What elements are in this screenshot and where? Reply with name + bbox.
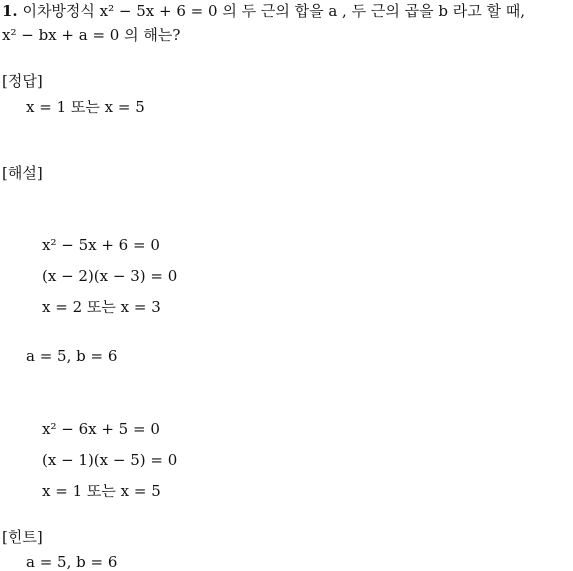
problem-number: 1. <box>2 2 18 20</box>
problem-line-1 <box>2 2 525 20</box>
answer-header: [정답] <box>2 72 43 90</box>
problem-statement-line2: x² − bx + a = 0 의 해는? <box>2 26 181 44</box>
hint-header: [힌트] <box>2 528 43 546</box>
solution-step-6: x = 1 또는 x = 5 <box>42 482 161 500</box>
solution-step-5: (x − 1)(x − 5) = 0 <box>42 451 178 469</box>
problem-statement-line1: 이차방정식 x² − 5x + 6 = 0 의 두 근의 합을 a , 두 근의 곱을 b 라고 할 때, <box>22 2 525 20</box>
solution-step-4: x² − 6x + 5 = 0 <box>42 420 160 438</box>
answer-text: x = 1 또는 x = 5 <box>26 98 145 116</box>
solution-step-2: (x − 2)(x − 3) = 0 <box>42 267 178 285</box>
hint-text: a = 5, b = 6 <box>26 553 118 571</box>
solution-header: [해설] <box>2 164 43 182</box>
solution-ab-values: a = 5, b = 6 <box>26 347 118 365</box>
solution-step-3: x = 2 또는 x = 3 <box>42 298 161 316</box>
solution-step-1: x² − 5x + 6 = 0 <box>42 236 160 254</box>
